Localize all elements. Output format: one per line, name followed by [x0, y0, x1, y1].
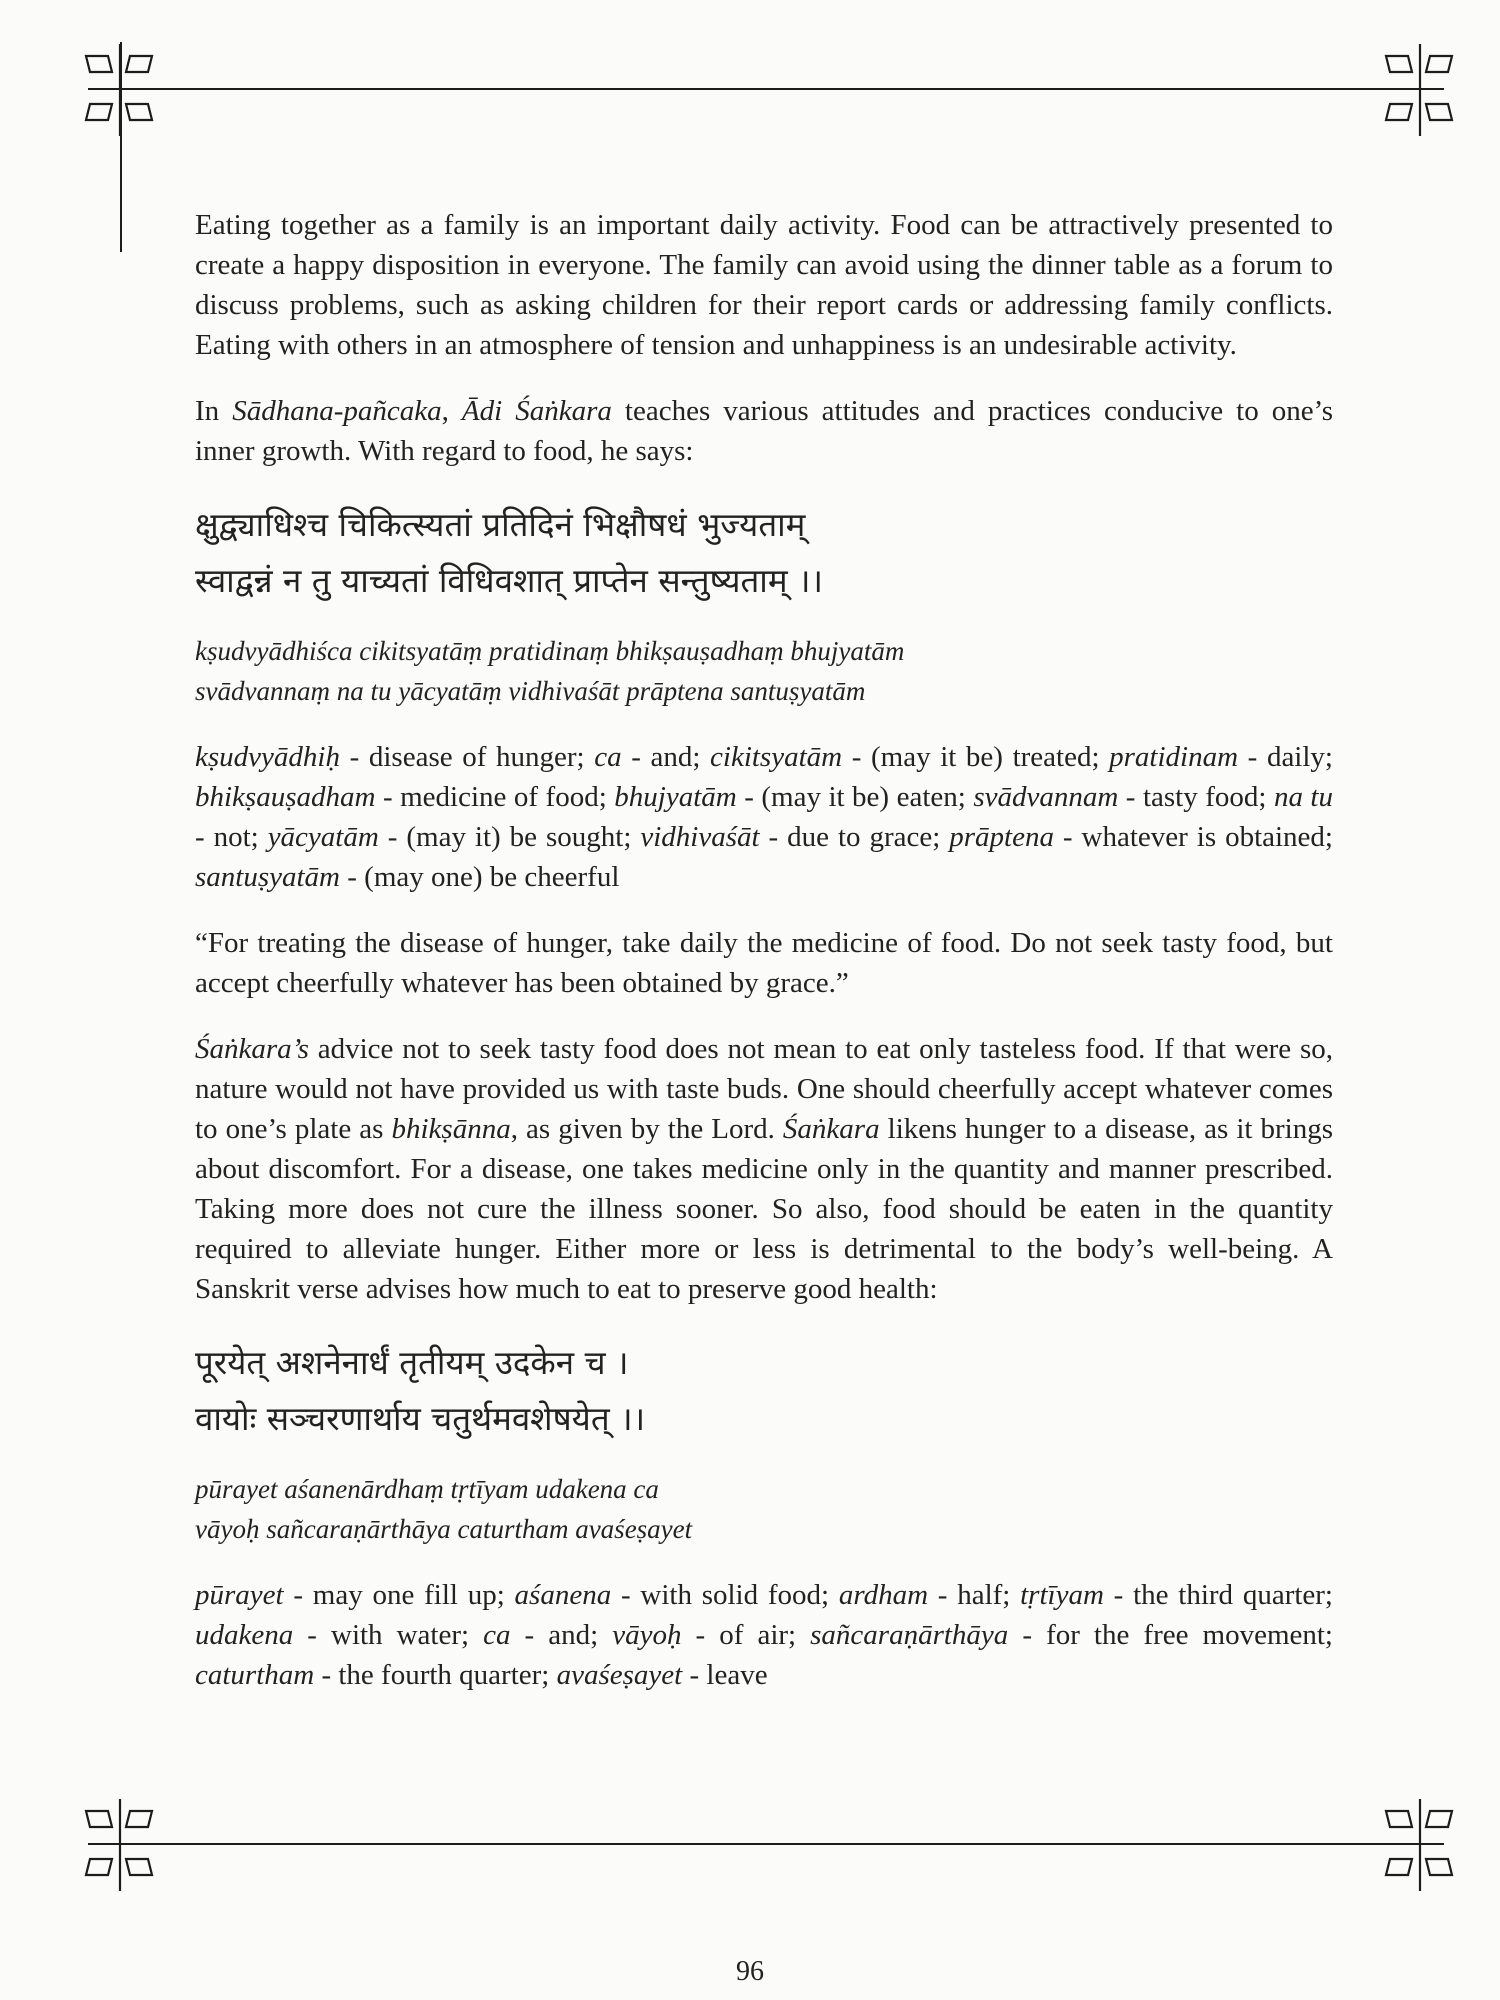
corner-ornament-icon	[1372, 42, 1468, 138]
gloss-term: cikitsyatām	[710, 741, 843, 773]
intro-rest: teaches various attitudes and practices conducive to one’s inner growth. With regard to food, he says:	[195, 395, 1333, 467]
gloss-meaning: - of air;	[681, 1619, 811, 1651]
bhiksanna-term: bhikṣānna	[391, 1113, 511, 1145]
verse1-translit-line2: svādvannaṃ na tu yācyatāṃ vidhivaśāt prāptena santuṣyatām	[195, 676, 866, 706]
page-body	[195, 205, 1333, 1721]
bottom-border-rule	[88, 1843, 1444, 1845]
advice-text-2: , as given by the Lord.	[510, 1113, 783, 1145]
gloss-meaning: - may one fill up;	[283, 1579, 515, 1611]
gloss-term: bhikṣauṣadham	[195, 781, 376, 813]
gloss-term: avaśeṣayet	[556, 1659, 683, 1691]
verse1-sanskrit-line2: स्वाद्वन्नं न तु याच्यतां विधिवशात् प्राप्तेन सन्तुष्यताम् ।।	[195, 561, 824, 600]
gloss-meaning: - whatever is obtained;	[1053, 821, 1333, 853]
corner-ornament-icon	[72, 42, 168, 138]
author-name: Ādi Śaṅkara	[461, 395, 612, 427]
gloss-meaning: - for the free movement;	[1008, 1619, 1333, 1651]
gloss-meaning: - leave	[682, 1659, 768, 1691]
verse1-sanskrit	[195, 497, 1333, 609]
gloss-meaning: - (may one) be cheerful	[340, 861, 620, 893]
page-number: 96	[736, 1956, 764, 1987]
gloss-meaning: - tasty food;	[1118, 781, 1274, 813]
verse2-word-meanings	[195, 1575, 1333, 1695]
gloss-term: tṛtīyam	[1020, 1579, 1104, 1611]
gloss-meaning: - daily;	[1238, 741, 1333, 773]
verse2-sanskrit	[195, 1335, 1333, 1447]
sankara-name: Śaṅkara’s	[195, 1033, 309, 1065]
gloss-term: na tu	[1273, 781, 1333, 813]
gloss-meaning: - (may it be) eaten;	[736, 781, 974, 813]
gloss-meaning: - with solid food;	[611, 1579, 839, 1611]
gloss-term: prāptena	[949, 821, 1054, 853]
gloss-term: svādvannam	[973, 781, 1119, 813]
gloss-term: sañcaraṇārthāya	[810, 1619, 1009, 1651]
gloss-meaning: - disease of hunger;	[339, 741, 595, 773]
gloss-term: ardham	[838, 1579, 929, 1611]
verse1-translation-quote: “For treating the disease of hunger, take daily the medicine of food. Do not seek tasty food, but accept cheerfully whatever has been obtained by grace.”	[195, 927, 1333, 999]
paragraph-sankara-advice	[195, 1029, 1333, 1309]
gloss-meaning: - the fourth quarter;	[314, 1659, 557, 1691]
gloss-meaning: - and;	[621, 741, 711, 773]
intro-text: In	[195, 395, 233, 427]
gloss-term: vidhivaśāt	[640, 821, 760, 853]
gloss-meaning: - the third quarter;	[1103, 1579, 1333, 1611]
verse2-translit-line2: vāyoḥ sañcaraṇārthāya caturtham avaśeṣayet	[195, 1514, 693, 1544]
gloss-meaning: - (may it) be sought;	[378, 821, 641, 853]
verse2-sanskrit-line1: पूरयेत् अशनेनार्धं तृतीयम् उदकेन च ।	[195, 1343, 629, 1382]
gloss-meaning: - due to grace;	[759, 821, 950, 853]
gloss-term: vāyoḥ	[612, 1619, 682, 1651]
intro-comma: ,	[441, 395, 462, 427]
gloss-term: udakena	[195, 1619, 294, 1651]
paragraph-family-eating: Eating together as a family is an important daily activity. Food can be attractively presented to create a happy disposition in everyone. The family can avoid using the dinner table as a forum to discuss problems, such as asking children for their report cards or addressing family conflicts. Eating with others in an atmosphere of tension and unhappiness is an undesirable activity.	[195, 209, 1333, 361]
verse2-transliteration	[195, 1469, 1333, 1549]
gloss-term: aśanena	[514, 1579, 612, 1611]
advice-text-3: likens hunger to a disease, as it brings about discomfort. For a disease, one takes medicine only in the quantity and manner prescribed. Taking more does not cure the illness sooner. So also, food should be eaten in the quantity required to alleviate hunger. Either more or less is detrimental to the body’s well-being. A Sanskrit verse advises how much to eat to preserve good health:	[195, 1113, 1333, 1305]
verse2-sanskrit-line2: वायोः सञ्चरणार्थाय चतुर्थमवशेषयेत् ।।	[195, 1399, 646, 1438]
gloss-meaning: - and;	[510, 1619, 613, 1651]
advice-text-1: advice not to seek tasty food does not mean to eat only tasteless food. If that were so, nature would not have provided us with taste buds. One should cheerfully accept whatever comes to one’s plate as	[195, 1033, 1333, 1145]
verse2-translit-line1: pūrayet aśanenārdhaṃ tṛtīyam udakena ca	[195, 1474, 659, 1504]
verse1-transliteration	[195, 631, 1333, 711]
corner-ornament-icon	[1372, 1797, 1468, 1893]
work-title: Sādhana-pañcaka	[232, 395, 442, 427]
top-border-rule	[88, 88, 1444, 90]
gloss-term: ca	[594, 741, 622, 773]
gloss-term: bhujyatām	[614, 781, 737, 813]
gloss-term: caturtham	[195, 1659, 315, 1691]
gloss-meaning: - half;	[928, 1579, 1021, 1611]
gloss-meaning: - with water;	[293, 1619, 484, 1651]
paragraph-sadhana-intro	[195, 391, 1333, 471]
gloss-meaning: - medicine of food;	[375, 781, 615, 813]
gloss-term: yācyatām	[267, 821, 379, 853]
sankara-name: Śaṅkara	[782, 1113, 880, 1145]
verse1-translit-line1: kṣudvyādhiśca cikitsyatāṃ pratidinaṃ bhikṣauṣadhaṃ bhujyatām	[195, 636, 905, 666]
gloss-meaning: - not;	[195, 821, 268, 853]
gloss-meaning: - (may it be) treated;	[842, 741, 1110, 773]
verse1-word-meanings	[195, 737, 1333, 897]
corner-ornament-icon	[72, 1797, 168, 1893]
gloss-term: pūrayet	[195, 1579, 284, 1611]
gloss-term: ca	[483, 1619, 511, 1651]
gloss-term: pratidinam	[1109, 741, 1239, 773]
gloss-term: kṣudvyādhiḥ	[195, 741, 340, 773]
gloss-term: santuṣyatām	[195, 861, 340, 893]
verse1-sanskrit-line1: क्षुद्व्याधिश्च चिकित्स्यतां प्रतिदिनं भिक्षौषधं भुज्यताम्	[195, 505, 806, 544]
